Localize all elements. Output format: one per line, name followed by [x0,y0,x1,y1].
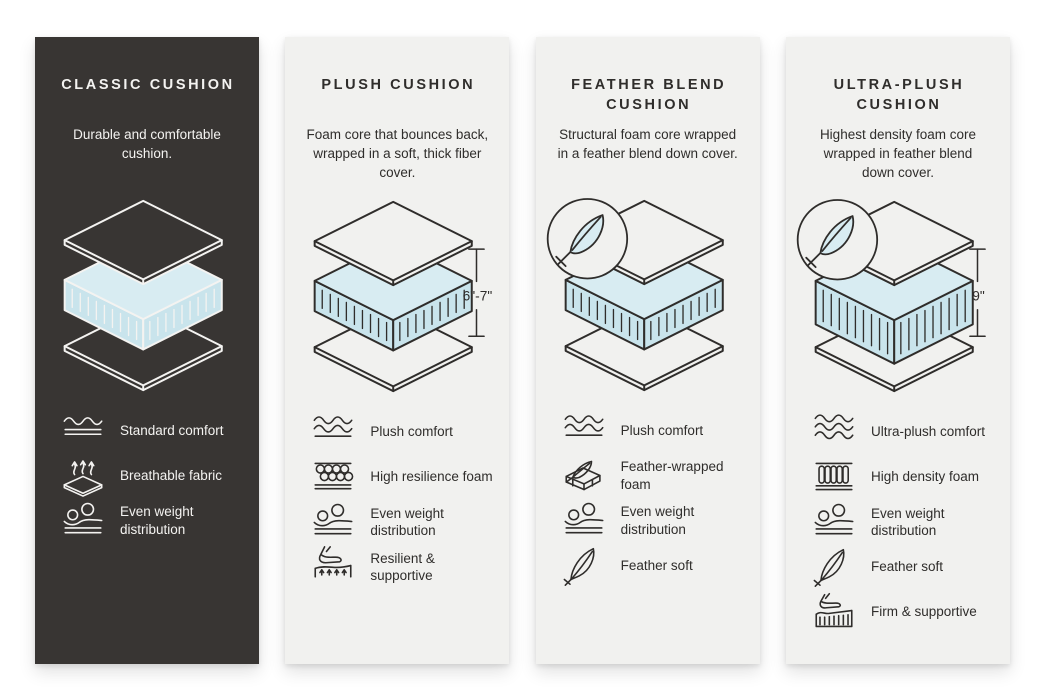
feature-item [811,589,998,634]
feature-label: Plush comfort [620,422,704,438]
resilient-icon [310,545,356,588]
feature-label: Even weight distribution [870,505,945,538]
layered-cushion-icon [41,195,253,396]
feature-label: Feather-wrapped foam [620,459,724,492]
feature-list [35,408,259,543]
feature-item [811,409,998,454]
feather-icon [811,545,857,588]
feature-item [811,454,998,499]
feature-item [561,543,748,588]
even-weight-icon [561,499,607,542]
foam-cells-icon [310,455,356,498]
layered-cushion-icon [792,196,1004,397]
feature-item [310,544,497,589]
feature-item [310,499,497,544]
feature-label: Even weight distribution [370,505,444,538]
feature-item [561,498,748,543]
feature-item [811,499,998,544]
feature-item [310,454,497,499]
wave-triple-icon [811,410,857,453]
feature-label: Breathable fabric [120,467,223,483]
card-description: Structural foam core wrapped in a feather blend down cover. [557,127,738,162]
foam-coils-icon [811,455,857,498]
feature-list [786,409,1010,634]
feature-label: High density foam [870,469,980,485]
wave-double-icon [310,410,356,453]
feature-label: High resilience foam [370,469,493,485]
cushion-illustration [786,196,1010,397]
card-title: ULTRA-PLUSH CUSHION [833,77,965,113]
feature-label: Feather soft [870,559,944,575]
feather-foam-icon [561,454,607,497]
cushion-illustration [536,195,760,396]
card-title: FEATHER BLEND CUSHION [571,77,727,113]
feature-item [811,544,998,589]
measurement-label: 6"-7" [462,288,493,304]
card-description: Foam core that bounces back, wrapped in a soft, thick fiber cover. [306,127,489,181]
card-title: CLASSIC CUSHION [61,77,235,93]
feature-list [536,408,760,588]
feature-item [60,453,247,498]
even-weight-icon [310,500,356,543]
feature-label: Resilient & supportive [370,550,435,583]
feature-label: Plush comfort [370,424,453,440]
cushion-illustration [35,195,259,396]
even-weight-icon [60,499,106,542]
card-feather-blend-cushion [536,37,760,664]
feather-icon [561,544,607,587]
card-classic-cushion [35,37,259,664]
feature-label: Standard comfort [120,422,224,438]
card-description: Highest density foam core wrapped in feather blend down cover. [819,127,977,181]
feather-badge-icon [547,199,627,279]
layered-cushion-icon [542,195,754,396]
feature-label: Feather soft [620,557,693,573]
feature-item [60,408,247,453]
feature-list [285,409,509,589]
cushion-illustration [285,196,509,397]
layered-cushion-icon [291,196,503,397]
feature-label: Even weight distribution [120,504,194,537]
card-plush-cushion [285,37,509,664]
feature-item [60,498,247,543]
feature-item [561,453,748,498]
card-ultra-plush-cushion [786,37,1010,664]
card-title: PLUSH CUSHION [321,77,476,93]
feature-item [561,408,748,453]
feature-label: Even weight distribution [620,504,695,537]
breathable-icon [60,454,106,497]
firm-icon [811,590,857,633]
feather-badge-icon [798,200,878,280]
feature-label: Ultra-plush comfort [870,424,986,440]
wave-single-icon [60,409,106,452]
feature-item [310,409,497,454]
measurement-label: 9" [972,288,985,304]
wave-double-icon [561,409,607,452]
card-description: Durable and comfortable cushion. [73,127,221,162]
feature-label: Firm & supportive [870,604,977,620]
even-weight-icon [811,500,857,543]
